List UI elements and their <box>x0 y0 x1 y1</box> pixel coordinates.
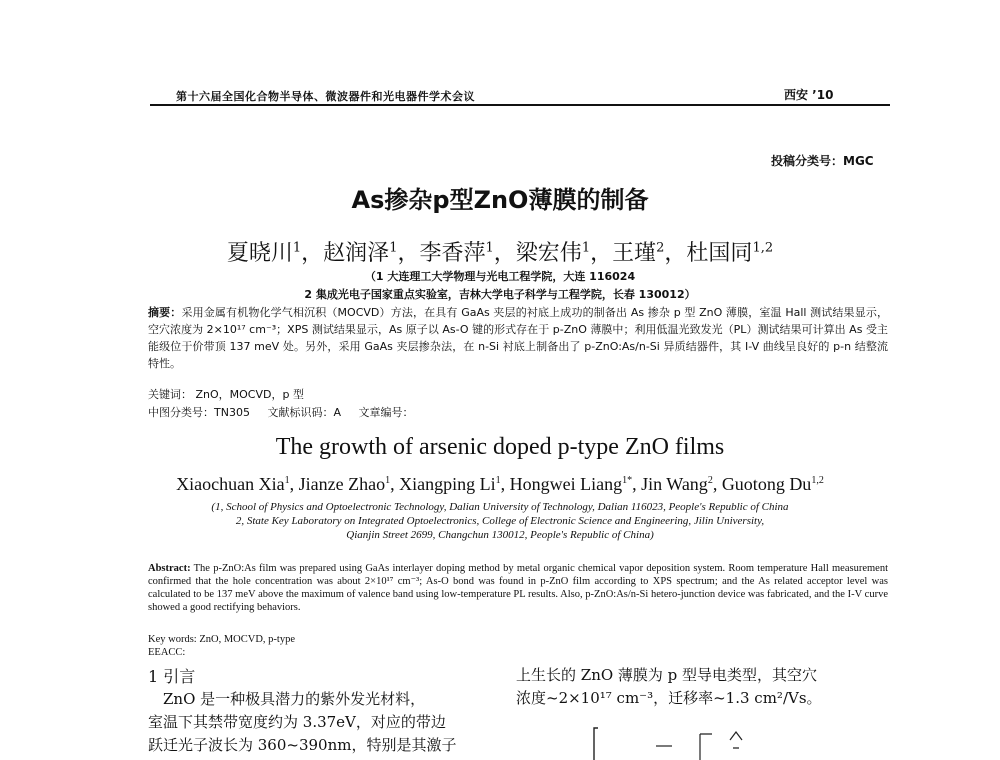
en-author-affiliation-mark: 1,2 <box>811 475 824 486</box>
en-author-affiliation-mark: 2 <box>707 475 713 486</box>
paper-title-en: The growth of arsenic doped p-type ZnO films <box>275 434 725 460</box>
body-column-right <box>516 664 888 710</box>
body-line: 跃迁光子波长为 360~390nm，特别是其激子 <box>148 736 457 754</box>
cn-author-name: 杜国同 <box>686 241 753 266</box>
clc-number: 中图分类号：TN305 <box>148 406 250 419</box>
body-line: 浓度~2×10¹⁷ cm⁻³，迁移率~1.3 cm²/Vs。 <box>516 689 822 707</box>
author-list-en <box>0 474 1000 495</box>
cn-author-affiliation-mark: 1 <box>389 240 398 256</box>
en-author-affiliation-mark: 1* <box>622 475 633 486</box>
figure-fragment <box>590 726 760 760</box>
affiliation-cn-1: （1 大连理工大学物理与光电工程学院，大连 116024 <box>364 270 636 283</box>
abstract-en-text: The p-ZnO:As film was prepared using GaAs interlayer doping method by metal organic chemical vapor deposition system. Room temperature Hall measurement confirmed that the hole concentration was about 2×10¹⁷ cm⁻³; As-O bond was found in p-ZnO film according to XPS spectrum; and the As related acceptor level was calculated to be 137 meV above the maximum of valence band using low-temperature PL results. Also, p-ZnO:As/n-Si hetero-junction device was fabricated, and the I-V curve showed a good rectifying behaviors. <box>148 563 888 613</box>
abstract-en <box>148 562 888 614</box>
en-author-separator: , <box>712 474 722 494</box>
cn-author-name: 王瑾 <box>612 241 657 266</box>
affiliation-cn-2: 2 集成光电子国家重点实验室，吉林大学电子科学与工程学院，长春 130012） <box>304 288 696 301</box>
body-line: 室温下其禁带宽度约为 3.37eV，对应的带边 <box>148 713 446 731</box>
abstract-cn <box>148 304 888 372</box>
clc-line-cn <box>148 404 427 420</box>
affiliation-en-3: Qianjin Street 2699, Changchun 130012, People's Republic of China) <box>346 529 654 541</box>
en-author-separator: , <box>632 474 642 494</box>
en-author-affiliation-mark: 1 <box>284 475 290 486</box>
en-author-separator: , <box>390 474 400 494</box>
running-header-conference: 第十六届全国化合物半导体、微波器件和光电器件学术会议 <box>176 90 475 103</box>
eeacc-line: EEACC: <box>148 647 186 658</box>
en-author-separator: , <box>289 474 299 494</box>
en-author-name: Jin Wang <box>641 474 708 494</box>
article-number: 文章编号： <box>358 406 414 419</box>
cn-author-name: 梁宏伟 <box>515 241 582 266</box>
body-line: ZnO 是一种极具潜力的紫外发光材料， <box>148 690 426 708</box>
cn-author-affiliation-mark: 1 <box>292 240 302 256</box>
en-author-name: Hongwei Liang <box>509 474 623 494</box>
abstract-cn-text: 采用金属有机物化学气相沉积（MOCVD）方法，在具有 GaAs 夹层的衬底上成功的制备出 As 掺杂 p 型 ZnO 薄膜，室温 Hall 测试结果显示，空穴浓度为 2×10¹⁷ cm⁻³；XPS 测试结果显示，As 原子以 As-O 键的形式存在于 p-ZnO 薄膜中；利用低温光致发光（PL）测试结果可计算出 As 受主能级位于价带顶 137 meV 处。另外，采用 GaAs 夹层掺杂法，在 n-Si 衬底上制备出了 p-ZnO:As/n-Si 异质结器件，其 I-V 曲线呈良好的 p-n 结整流特性。 <box>148 306 888 370</box>
cn-author-affiliation-mark: 1 <box>485 240 494 256</box>
en-author-name: Guotong Du <box>721 474 812 494</box>
keywords-en: Key words: ZnO, MOCVD, p-type <box>148 634 295 645</box>
cn-author-separator: ， <box>397 241 420 266</box>
cn-author-separator: ， <box>301 241 324 266</box>
affiliation-en-1: (1, School of Physics and Optoelectronic Technology, Dalian University of Technology, Dalian 116023, People's Republic of China <box>211 501 789 513</box>
en-author-name: Xiangping Li <box>399 474 496 494</box>
en-author-affiliation-mark: 1 <box>495 475 501 486</box>
cn-author-separator: ， <box>590 241 613 266</box>
cn-author-name: 赵润泽 <box>323 241 390 266</box>
classification-code: 投稿分类号：MGC <box>771 154 874 168</box>
abstract-en-label: Abstract: <box>148 563 191 574</box>
en-author-name: Jianze Zhao <box>298 474 386 494</box>
keywords-cn: 关键词： ZnO，MOCVD，p 型 <box>148 388 304 401</box>
running-header-location: 西安 ’10 <box>784 88 834 102</box>
body-line: 上生长的 ZnO 薄膜为 p 型导电类型，其空穴 <box>516 666 818 684</box>
paper-title-cn: As掺杂p型ZnO薄膜的制备 <box>351 186 649 214</box>
cn-author-affiliation-mark: 2 <box>656 240 665 256</box>
body-column-left <box>148 688 500 757</box>
cn-author-affiliation-mark: 1,2 <box>752 240 774 256</box>
cn-author-affiliation-mark: 1 <box>581 240 591 256</box>
cn-author-name: 李香萍 <box>419 241 486 266</box>
en-author-separator: , <box>500 474 510 494</box>
abstract-cn-label: 摘要： <box>148 306 182 319</box>
cn-author-separator: ， <box>664 241 687 266</box>
author-list-cn <box>0 236 1000 267</box>
cn-author-separator: ， <box>493 241 516 266</box>
cn-author-name: 夏晓川 <box>226 241 293 266</box>
header-rule <box>150 104 890 106</box>
document-code: 文献标识码：A <box>267 406 341 419</box>
affiliation-en-2: 2, State Key Laboratory on Integrated Optoelectronics, College of Electronic Science and Engineering, Jilin University, <box>235 515 765 527</box>
section-heading-introduction: 1 引言 <box>148 667 196 686</box>
en-author-name: Xiaochuan Xia <box>176 474 285 494</box>
en-author-affiliation-mark: 1 <box>385 475 391 486</box>
